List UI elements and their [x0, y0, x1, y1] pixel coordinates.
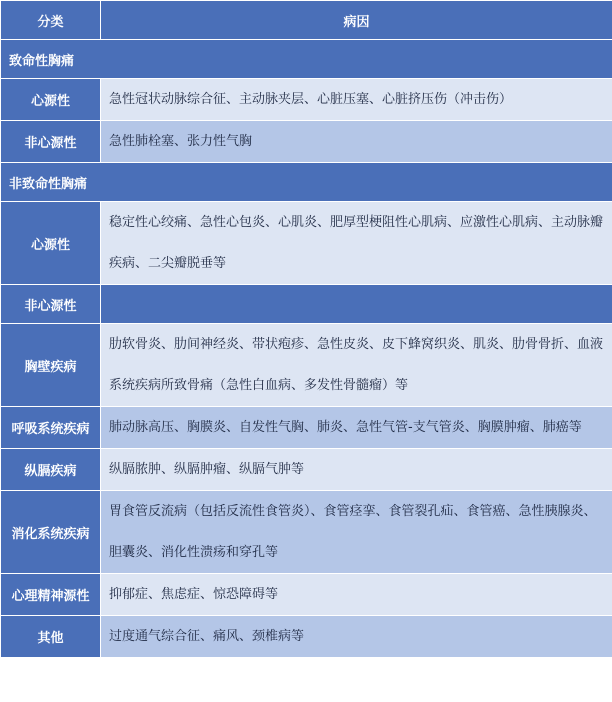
table-row: [1, 407, 612, 449]
cause-cell: 肋软骨炎、肋间神经炎、带状疱疹、急性皮炎、皮下蜂窝织炎、肌炎、肋骨骨折、血液系统疾病所致骨痛（急性白血病、多发性骨髓瘤）等: [101, 324, 612, 407]
section-row-nonfatal: [1, 163, 612, 202]
section-row-fatal: [1, 40, 612, 79]
cause-cell: 纵膈脓肿、纵膈肿瘤、纵膈气肿等: [101, 449, 612, 491]
cause-cell: 稳定性心绞痛、急性心包炎、心肌炎、肥厚型梗阻性心肌病、应激性心肌病、主动脉瓣疾病、二尖瓣脱垂等: [101, 202, 612, 285]
cause-cell: 急性肺栓塞、张力性气胸: [101, 121, 612, 163]
category-cell: 呼吸系统疾病: [1, 407, 101, 449]
table-row: [1, 324, 612, 407]
table-row: [1, 121, 612, 163]
subsection-blank: [101, 285, 612, 324]
table-header-row: [1, 1, 612, 40]
table-row: [1, 202, 612, 285]
header-category: 分类: [1, 1, 101, 40]
category-cell: 心理精神源性: [1, 574, 101, 616]
header-cause: 病因: [101, 1, 612, 40]
table-row: [1, 491, 612, 574]
cause-cell: 过度通气综合征、痛风、颈椎病等: [101, 616, 612, 658]
subsection-title-noncardiac: 非心源性: [1, 285, 101, 324]
table-row: [1, 449, 612, 491]
category-cell: 胸壁疾病: [1, 324, 101, 407]
cause-cell: 胃食管反流病（包括反流性食管炎）、食管痉挛、食管裂孔疝、食管癌、急性胰腺炎、胆囊炎、消化性溃疡和穿孔等: [101, 491, 612, 574]
category-cell: 非心源性: [1, 121, 101, 163]
cause-cell: 肺动脉高压、胸膜炎、自发性气胸、肺炎、急性气管-支气管炎、胸膜肿瘤、肺癌等: [101, 407, 612, 449]
table-row: [1, 616, 612, 658]
cause-cell: 抑郁症、焦虑症、惊恐障碍等: [101, 574, 612, 616]
section-title-nonfatal: 非致命性胸痛: [1, 163, 612, 202]
table-row: [1, 574, 612, 616]
category-cell: 其他: [1, 616, 101, 658]
category-cell: 消化系统疾病: [1, 491, 101, 574]
category-cell: 心源性: [1, 202, 101, 285]
category-cell: 纵膈疾病: [1, 449, 101, 491]
category-cell: 心源性: [1, 79, 101, 121]
cause-cell: 急性冠状动脉综合征、主动脉夹层、心脏压塞、心脏挤压伤（冲击伤）: [101, 79, 612, 121]
subsection-row-noncardiac: [1, 285, 612, 324]
table-row: [1, 79, 612, 121]
section-title-fatal: 致命性胸痛: [1, 40, 612, 79]
